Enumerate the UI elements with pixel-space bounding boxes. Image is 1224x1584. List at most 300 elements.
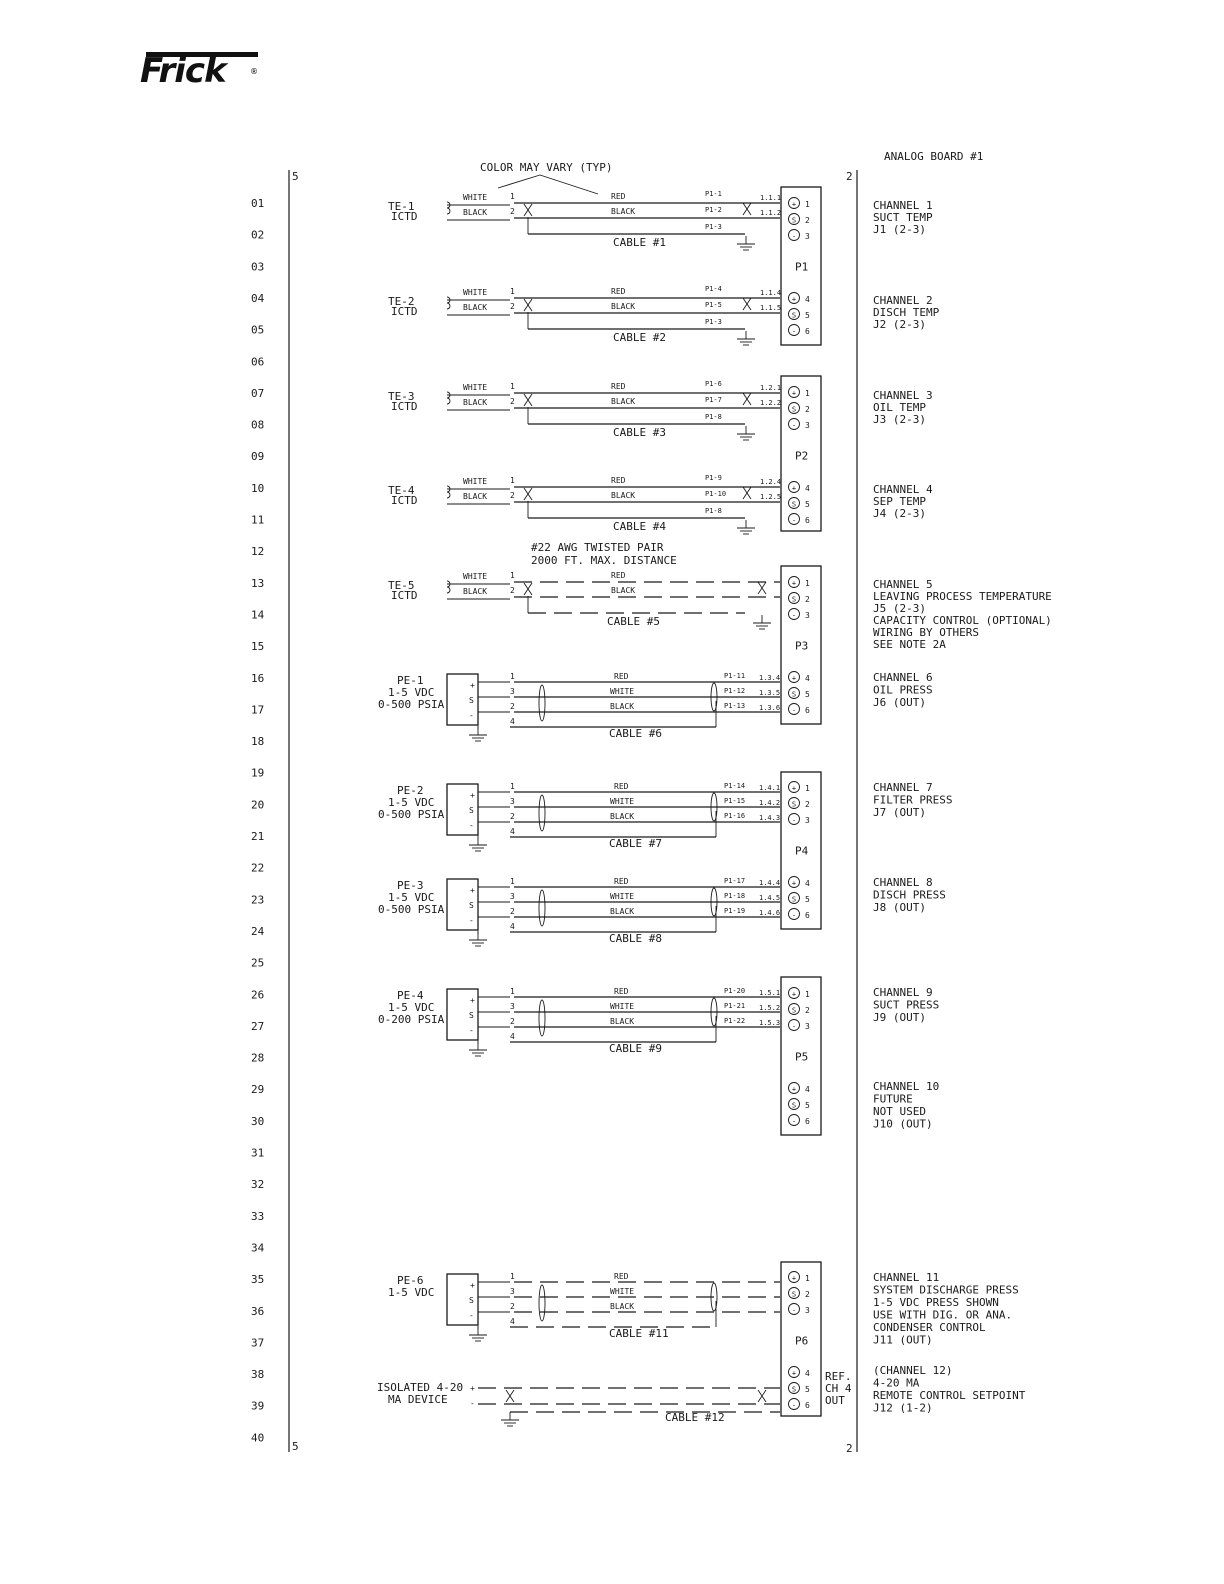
- plus-symbol: +: [470, 791, 475, 800]
- term-number: 1: [510, 571, 515, 580]
- term-number: 3: [510, 1002, 515, 1011]
- sensor-tag: TE-4: [388, 484, 415, 497]
- row-number: 23: [251, 893, 265, 907]
- term-number: 2: [510, 1302, 515, 1311]
- term-number: 3: [510, 1287, 515, 1296]
- pin-label: 1.1.1: [760, 194, 782, 202]
- row-number: 11: [251, 513, 265, 527]
- term-number: 2: [510, 586, 515, 595]
- term-number: 1: [510, 1272, 515, 1281]
- terminal-pin-number: 1: [805, 200, 810, 209]
- wire-label: RED: [614, 987, 629, 996]
- ref-label: REF.: [825, 1370, 852, 1383]
- row-number: 37: [251, 1336, 265, 1350]
- temp-sensor-te-4: [388, 474, 933, 534]
- terminal-symbol: +: [791, 879, 797, 888]
- sensor-tag: PE-2: [397, 784, 424, 797]
- channel-text: FILTER PRESS: [873, 793, 953, 807]
- pressure-sensor-pe-4: [378, 986, 939, 1056]
- channel-text: SEE NOTE 2A: [873, 638, 946, 651]
- cable-label: CABLE #4: [613, 520, 666, 533]
- terminal-pin-number: 6: [805, 1117, 810, 1126]
- plug-label: P1-3: [705, 223, 722, 231]
- wire-label: RED: [614, 877, 629, 886]
- terminal-pin-number: 1: [805, 1274, 810, 1283]
- row-number: 12: [251, 545, 265, 559]
- plug-label: P1-15: [724, 797, 746, 805]
- wire-label-white: WHITE: [463, 383, 488, 392]
- row-number: 27: [251, 1019, 265, 1033]
- ground: [753, 615, 771, 629]
- plug-label: P1-18: [724, 892, 746, 900]
- row-number: 15: [251, 640, 265, 654]
- minus-symbol: -: [469, 1026, 474, 1035]
- terminal-pin-number: 3: [805, 1022, 810, 1031]
- s-symbol: S: [469, 901, 474, 910]
- terminal-pin-number: 1: [805, 990, 810, 999]
- s-symbol: S: [469, 1296, 474, 1305]
- plug-label: P1-2: [705, 206, 722, 214]
- wire-label-red: RED: [611, 192, 626, 201]
- channel-text: SYSTEM DISCHARGE PRESS: [873, 1283, 1019, 1297]
- terminal-pin-number: 2: [805, 1290, 810, 1299]
- channel-text: WIRING BY OTHERS: [873, 626, 979, 639]
- wire-label: WHITE: [610, 1002, 635, 1011]
- wire-label-black: BLACK: [463, 492, 488, 501]
- ground: [737, 331, 755, 345]
- cable-shield-left: [539, 1285, 545, 1321]
- wire-label-black-right: BLACK: [611, 302, 636, 311]
- term-number: 2: [510, 397, 515, 406]
- plug-label: P1-17: [724, 877, 746, 885]
- wire-label: RED: [614, 672, 629, 681]
- wire-label: WHITE: [610, 892, 635, 901]
- channel-text: CHANNEL 7: [873, 781, 933, 794]
- wire-label-red: RED: [611, 476, 626, 485]
- channel-text: J1 (2-3): [873, 223, 926, 236]
- term-number: 4: [510, 1317, 515, 1326]
- term-number: 2: [510, 491, 515, 500]
- plug-label: P1-11: [724, 672, 746, 680]
- pin-label: 1.4.2: [759, 799, 781, 807]
- ground: [469, 1327, 487, 1341]
- term-number: 4: [510, 1032, 515, 1041]
- terminal-pin-number: 4: [805, 674, 810, 683]
- connector-label: P3: [795, 639, 809, 653]
- pin-label: 1.2.1: [760, 384, 782, 392]
- temp-sensor-te-5: [388, 571, 1052, 651]
- row-number: 08: [251, 418, 265, 432]
- plug-label: P1-8: [705, 507, 722, 515]
- twist-mark-right: [758, 1390, 766, 1402]
- pressure-sensors: [378, 671, 1019, 1347]
- ground: [469, 932, 487, 946]
- ref-label: CH 4: [825, 1382, 852, 1395]
- twist-mark-right: [758, 582, 766, 594]
- channel-12-text: REMOTE CONTROL SETPOINT: [873, 1389, 1026, 1402]
- channel-text: CHANNEL 4: [873, 483, 933, 496]
- sensor-range: 1-5 VDC: [388, 1001, 435, 1014]
- terminal-pin-number: 3: [805, 816, 810, 825]
- plug-label: P1-9: [705, 474, 722, 482]
- cable-label: CABLE #2: [613, 331, 666, 344]
- terminal-pin-number: 5: [805, 500, 810, 509]
- terminal-symbol: S: [791, 405, 797, 414]
- wire-label-black-right: BLACK: [611, 586, 636, 595]
- term-number: 3: [510, 687, 515, 696]
- row-number: 31: [251, 1146, 265, 1160]
- row-number: 28: [251, 1051, 265, 1065]
- channel-text: J3 (2-3): [873, 413, 926, 426]
- connector-P5: [781, 977, 821, 1135]
- channel-text: CHANNEL 8: [873, 876, 933, 889]
- color-note-arrow-right: [540, 175, 598, 194]
- terminal-symbol: +: [791, 484, 797, 493]
- pin-label: 1.5.2: [759, 1004, 781, 1012]
- terminal-symbol: +: [791, 784, 797, 793]
- terminal-pin-number: 3: [805, 611, 810, 620]
- wire-label-white: WHITE: [463, 572, 488, 581]
- sensor-range: 0-200 PSIA: [378, 1013, 445, 1026]
- sensor-tag: TE-5: [388, 579, 415, 592]
- plug-label: P1-20: [724, 987, 746, 995]
- row-number: 09: [251, 450, 265, 464]
- cable-label: CABLE #6: [609, 727, 662, 740]
- terminal-symbol: +: [791, 1369, 797, 1378]
- plus-symbol: +: [470, 886, 475, 895]
- pin-label: 1.4.6: [759, 909, 781, 917]
- wire-label: WHITE: [610, 797, 635, 806]
- wire-label: BLACK: [610, 907, 635, 916]
- terminal-pin-number: 2: [805, 595, 810, 604]
- wire-label: RED: [614, 1272, 629, 1281]
- wire-label-red: RED: [611, 287, 626, 296]
- terminal-symbol: -: [791, 706, 797, 715]
- distance-note: 2000 FT. MAX. DISTANCE: [531, 554, 677, 567]
- row-number: 17: [251, 703, 265, 717]
- connector-P3: [781, 566, 821, 724]
- pin-label: 1.3.4: [759, 674, 781, 682]
- wire-label-black: BLACK: [463, 398, 488, 407]
- cable-label: CABLE #9: [609, 1042, 662, 1055]
- cable-label: CABLE #1: [613, 236, 666, 249]
- ictd-coil: [447, 392, 450, 404]
- row-number: 34: [251, 1241, 265, 1255]
- minus-symbol: -: [469, 1311, 474, 1320]
- cable-shield-left: [539, 890, 545, 926]
- sensor-range: 0-500 PSIA: [378, 698, 445, 711]
- channel-text: CHANNEL 5: [873, 578, 933, 591]
- wire-label-black-right: BLACK: [611, 397, 636, 406]
- term-number: 2: [510, 907, 515, 916]
- pin-label: 1.4.3: [759, 814, 781, 822]
- plus-symbol: +: [470, 681, 475, 690]
- terminal-pin-number: 4: [805, 295, 810, 304]
- pin-label: 1.4.4: [759, 879, 781, 887]
- channel-text: CONDENSER CONTROL: [873, 1321, 986, 1334]
- terminal-pin-number: 5: [805, 1385, 810, 1394]
- sensor-type: ICTD: [391, 305, 418, 318]
- terminal-symbol: -: [791, 1306, 797, 1315]
- connector-P6: [781, 1262, 821, 1416]
- twist-mark-right: [743, 298, 751, 310]
- ground: [737, 426, 755, 440]
- row-number: 06: [251, 355, 265, 369]
- terminal-symbol: -: [791, 611, 797, 620]
- ictd-coil: [447, 202, 450, 214]
- plug-label: P1-21: [724, 1002, 746, 1010]
- pin-label: 1.1.2: [760, 209, 782, 217]
- plug-label: P1-16: [724, 812, 746, 820]
- terminal-pin-number: 4: [805, 1085, 810, 1094]
- minus-symbol: -: [469, 916, 474, 925]
- channel-text: SUCT PRESS: [873, 998, 940, 1012]
- connector-label: P5: [795, 1050, 809, 1064]
- sensor-type: ICTD: [391, 494, 418, 507]
- pin-label: 1.2.5: [760, 493, 782, 501]
- board-title: ANALOG BOARD #1: [884, 150, 984, 163]
- plus-symbol: +: [470, 1384, 475, 1393]
- row-number: 24: [251, 924, 265, 938]
- s-symbol: S: [469, 1011, 474, 1020]
- terminal-symbol: S: [791, 1290, 797, 1299]
- connector-label: P2: [795, 449, 809, 463]
- left-rail-top-label: 5: [292, 170, 299, 183]
- plug-label: P1-6: [705, 380, 722, 388]
- channel-text: SUCT TEMP: [873, 211, 933, 224]
- terminal-symbol: -: [791, 1022, 797, 1031]
- terminal-symbol: +: [791, 295, 797, 304]
- term-number: 1: [510, 382, 515, 391]
- pin-label: 1.2.4: [760, 478, 782, 486]
- wire-label: BLACK: [610, 1302, 635, 1311]
- wire-label: BLACK: [610, 702, 635, 711]
- term-number: 4: [510, 827, 515, 836]
- channel-text: J4 (2-3): [873, 507, 926, 520]
- terminal-symbol: -: [791, 1401, 797, 1410]
- pin-label: 1.4.1: [759, 784, 781, 792]
- term-number: 3: [510, 892, 515, 901]
- row-number: 02: [251, 228, 265, 242]
- channel-text: LEAVING PROCESS TEMPERATURE: [873, 590, 1052, 603]
- row-number: 32: [251, 1178, 265, 1192]
- plug-label: P1-14: [724, 782, 746, 790]
- cable-label: CABLE #5: [607, 615, 660, 628]
- channel-text: J8 (OUT): [873, 901, 926, 914]
- twist-mark-right: [743, 487, 751, 499]
- temp-sensor-te-3: [388, 380, 933, 440]
- channel-text: OIL PRESS: [873, 683, 933, 697]
- terminal-symbol: -: [791, 327, 797, 336]
- channel-text: CHANNEL 1: [873, 199, 933, 212]
- row-number: 26: [251, 988, 265, 1002]
- terminal-pin-number: 1: [805, 579, 810, 588]
- terminal-symbol: -: [791, 516, 797, 525]
- row-number: 35: [251, 1273, 265, 1287]
- color-note-arrow-left: [498, 175, 540, 188]
- s-symbol: S: [469, 806, 474, 815]
- registered-mark: ®: [250, 67, 258, 76]
- terminal-pin-number: 6: [805, 911, 810, 920]
- channel-text: CHANNEL 9: [873, 986, 933, 999]
- pin-label: 1.3.5: [759, 689, 781, 697]
- plug-label: P1-5: [705, 301, 722, 309]
- row-numbers: [251, 197, 265, 1444]
- wire-label-black: BLACK: [463, 208, 488, 217]
- row-number: 20: [251, 798, 265, 812]
- terminal-pin-number: 2: [805, 216, 810, 225]
- pin-label: 1.1.5: [760, 304, 782, 312]
- wire-label: WHITE: [610, 1287, 635, 1296]
- terminal-pin-number: 5: [805, 1101, 810, 1110]
- terminal-pin-number: 2: [805, 405, 810, 414]
- row-number: 14: [251, 608, 265, 622]
- wire-label-black: BLACK: [463, 587, 488, 596]
- terminal-pin-number: 6: [805, 1401, 810, 1410]
- cable-label: CABLE #12: [665, 1411, 725, 1424]
- twist-mark-right: [743, 393, 751, 405]
- row-number: 36: [251, 1304, 265, 1318]
- pin-label: 1.5.3: [759, 1019, 781, 1027]
- cable-label: CABLE #3: [613, 426, 666, 439]
- twist-mark: [506, 1390, 514, 1402]
- wire-label-white: WHITE: [463, 477, 488, 486]
- row-number: 29: [251, 1083, 265, 1097]
- terminal-pin-number: 6: [805, 516, 810, 525]
- row-number: 07: [251, 386, 265, 400]
- channel-text: SEP TEMP: [873, 495, 926, 508]
- pin-label: 1.3.6: [759, 704, 781, 712]
- twisted-pair-note: #22 AWG TWISTED PAIR: [531, 541, 664, 554]
- temp-sensor-te-1: [388, 190, 933, 250]
- terminal-symbol: -: [791, 421, 797, 430]
- term-number: 1: [510, 476, 515, 485]
- row-number: 10: [251, 481, 265, 495]
- term-number: 4: [510, 922, 515, 931]
- term-number: 4: [510, 717, 515, 726]
- term-number: 1: [510, 287, 515, 296]
- pressure-sensor-pe-3: [378, 876, 946, 946]
- plug-label: P1-10: [705, 490, 727, 498]
- pin-label: 1.1.4: [760, 289, 782, 297]
- terminal-symbol: +: [791, 1274, 797, 1283]
- plug-label: P1-19: [724, 907, 746, 915]
- sensor-range: 1-5 VDC: [388, 686, 435, 699]
- sensor-type: ICTD: [391, 400, 418, 413]
- wire-label-red: RED: [611, 382, 626, 391]
- plug-label: P1-3: [705, 318, 722, 326]
- row-number: 16: [251, 671, 265, 685]
- row-number: 22: [251, 861, 265, 875]
- right-rail-bottom-label: 2: [846, 1442, 853, 1455]
- twist-mark: [524, 299, 532, 311]
- term-number: 1: [510, 877, 515, 886]
- channel-text: J5 (2-3): [873, 602, 926, 615]
- channel-12-text: 4-20 MA: [873, 1376, 920, 1390]
- terminal-pin-number: 1: [805, 784, 810, 793]
- ground: [469, 1042, 487, 1056]
- sensor-type: ICTD: [391, 589, 418, 602]
- channel-text: J7 (OUT): [873, 806, 926, 819]
- right-rail-top-label: 2: [846, 170, 853, 183]
- terminal-pin-number: 4: [805, 879, 810, 888]
- channel-10-text: NOT USED: [873, 1105, 926, 1118]
- sensor-tag: TE-1: [388, 200, 415, 213]
- row-number: 38: [251, 1368, 265, 1382]
- terminal-symbol: +: [791, 674, 797, 683]
- twist-mark: [524, 583, 532, 595]
- row-number: 19: [251, 766, 265, 780]
- term-number: 2: [510, 812, 515, 821]
- terminal-symbol: S: [791, 1101, 797, 1110]
- ground: [469, 837, 487, 851]
- terminal-pin-number: 2: [805, 1006, 810, 1015]
- row-number: 39: [251, 1399, 265, 1413]
- plus-symbol: +: [470, 996, 475, 1005]
- term-number: 2: [510, 702, 515, 711]
- twist-mark: [524, 394, 532, 406]
- terminal-symbol: S: [791, 216, 797, 225]
- pin-label: 1.5.1: [759, 989, 781, 997]
- row-number: 04: [251, 291, 265, 305]
- terminal-pin-number: 5: [805, 690, 810, 699]
- terminal-symbol: S: [791, 595, 797, 604]
- left-rail-bottom-label: 5: [292, 1440, 299, 1453]
- row-number: 25: [251, 956, 265, 970]
- ground: [501, 1412, 519, 1426]
- wire-label-black: BLACK: [463, 303, 488, 312]
- sensor-tag: PE-4: [397, 989, 424, 1002]
- channel-text: CAPACITY CONTROL (OPTIONAL): [873, 614, 1052, 627]
- plug-label: P1-13: [724, 702, 746, 710]
- wire-label: WHITE: [610, 687, 635, 696]
- sensor-range: 0-500 PSIA: [378, 808, 445, 821]
- channel-text: J6 (OUT): [873, 696, 926, 709]
- temperature-sensors: [388, 190, 1052, 651]
- minus-symbol: -: [470, 1399, 475, 1408]
- terminal-pin-number: 6: [805, 706, 810, 715]
- isolated-device: [377, 1381, 780, 1426]
- terminal-symbol: -: [791, 1117, 797, 1126]
- wire-label-black-right: BLACK: [611, 491, 636, 500]
- terminal-pin-number: 2: [805, 800, 810, 809]
- terminal-symbol: S: [791, 1385, 797, 1394]
- terminal-pin-number: 6: [805, 327, 810, 336]
- terminal-pin-number: 3: [805, 421, 810, 430]
- terminal-symbol: +: [791, 990, 797, 999]
- channel-text: 1-5 VDC PRESS SHOWN: [873, 1296, 999, 1309]
- ground: [737, 236, 755, 250]
- sensor-type: ICTD: [391, 210, 418, 223]
- isolated-device-line-1: ISOLATED 4-20: [377, 1381, 464, 1394]
- channel-10-text: FUTURE: [873, 1092, 913, 1106]
- sensor-tag: PE-6: [397, 1274, 424, 1287]
- twist-mark: [524, 204, 532, 216]
- row-number: 40: [251, 1431, 265, 1445]
- sensor-tag: TE-2: [388, 295, 415, 308]
- row-number: 05: [251, 323, 265, 337]
- terminal-symbol: S: [791, 800, 797, 809]
- ictd-coil: [447, 581, 450, 593]
- plug-label: P1-7: [705, 396, 722, 404]
- connector-P4: [781, 772, 821, 929]
- terminal-symbol: +: [791, 389, 797, 398]
- pressure-sensor-pe-2: [378, 781, 952, 851]
- sensor-tag: TE-3: [388, 390, 415, 403]
- term-number: 2: [510, 207, 515, 216]
- wire-label-black-right: BLACK: [611, 207, 636, 216]
- channel-text: J11 (OUT): [873, 1333, 933, 1347]
